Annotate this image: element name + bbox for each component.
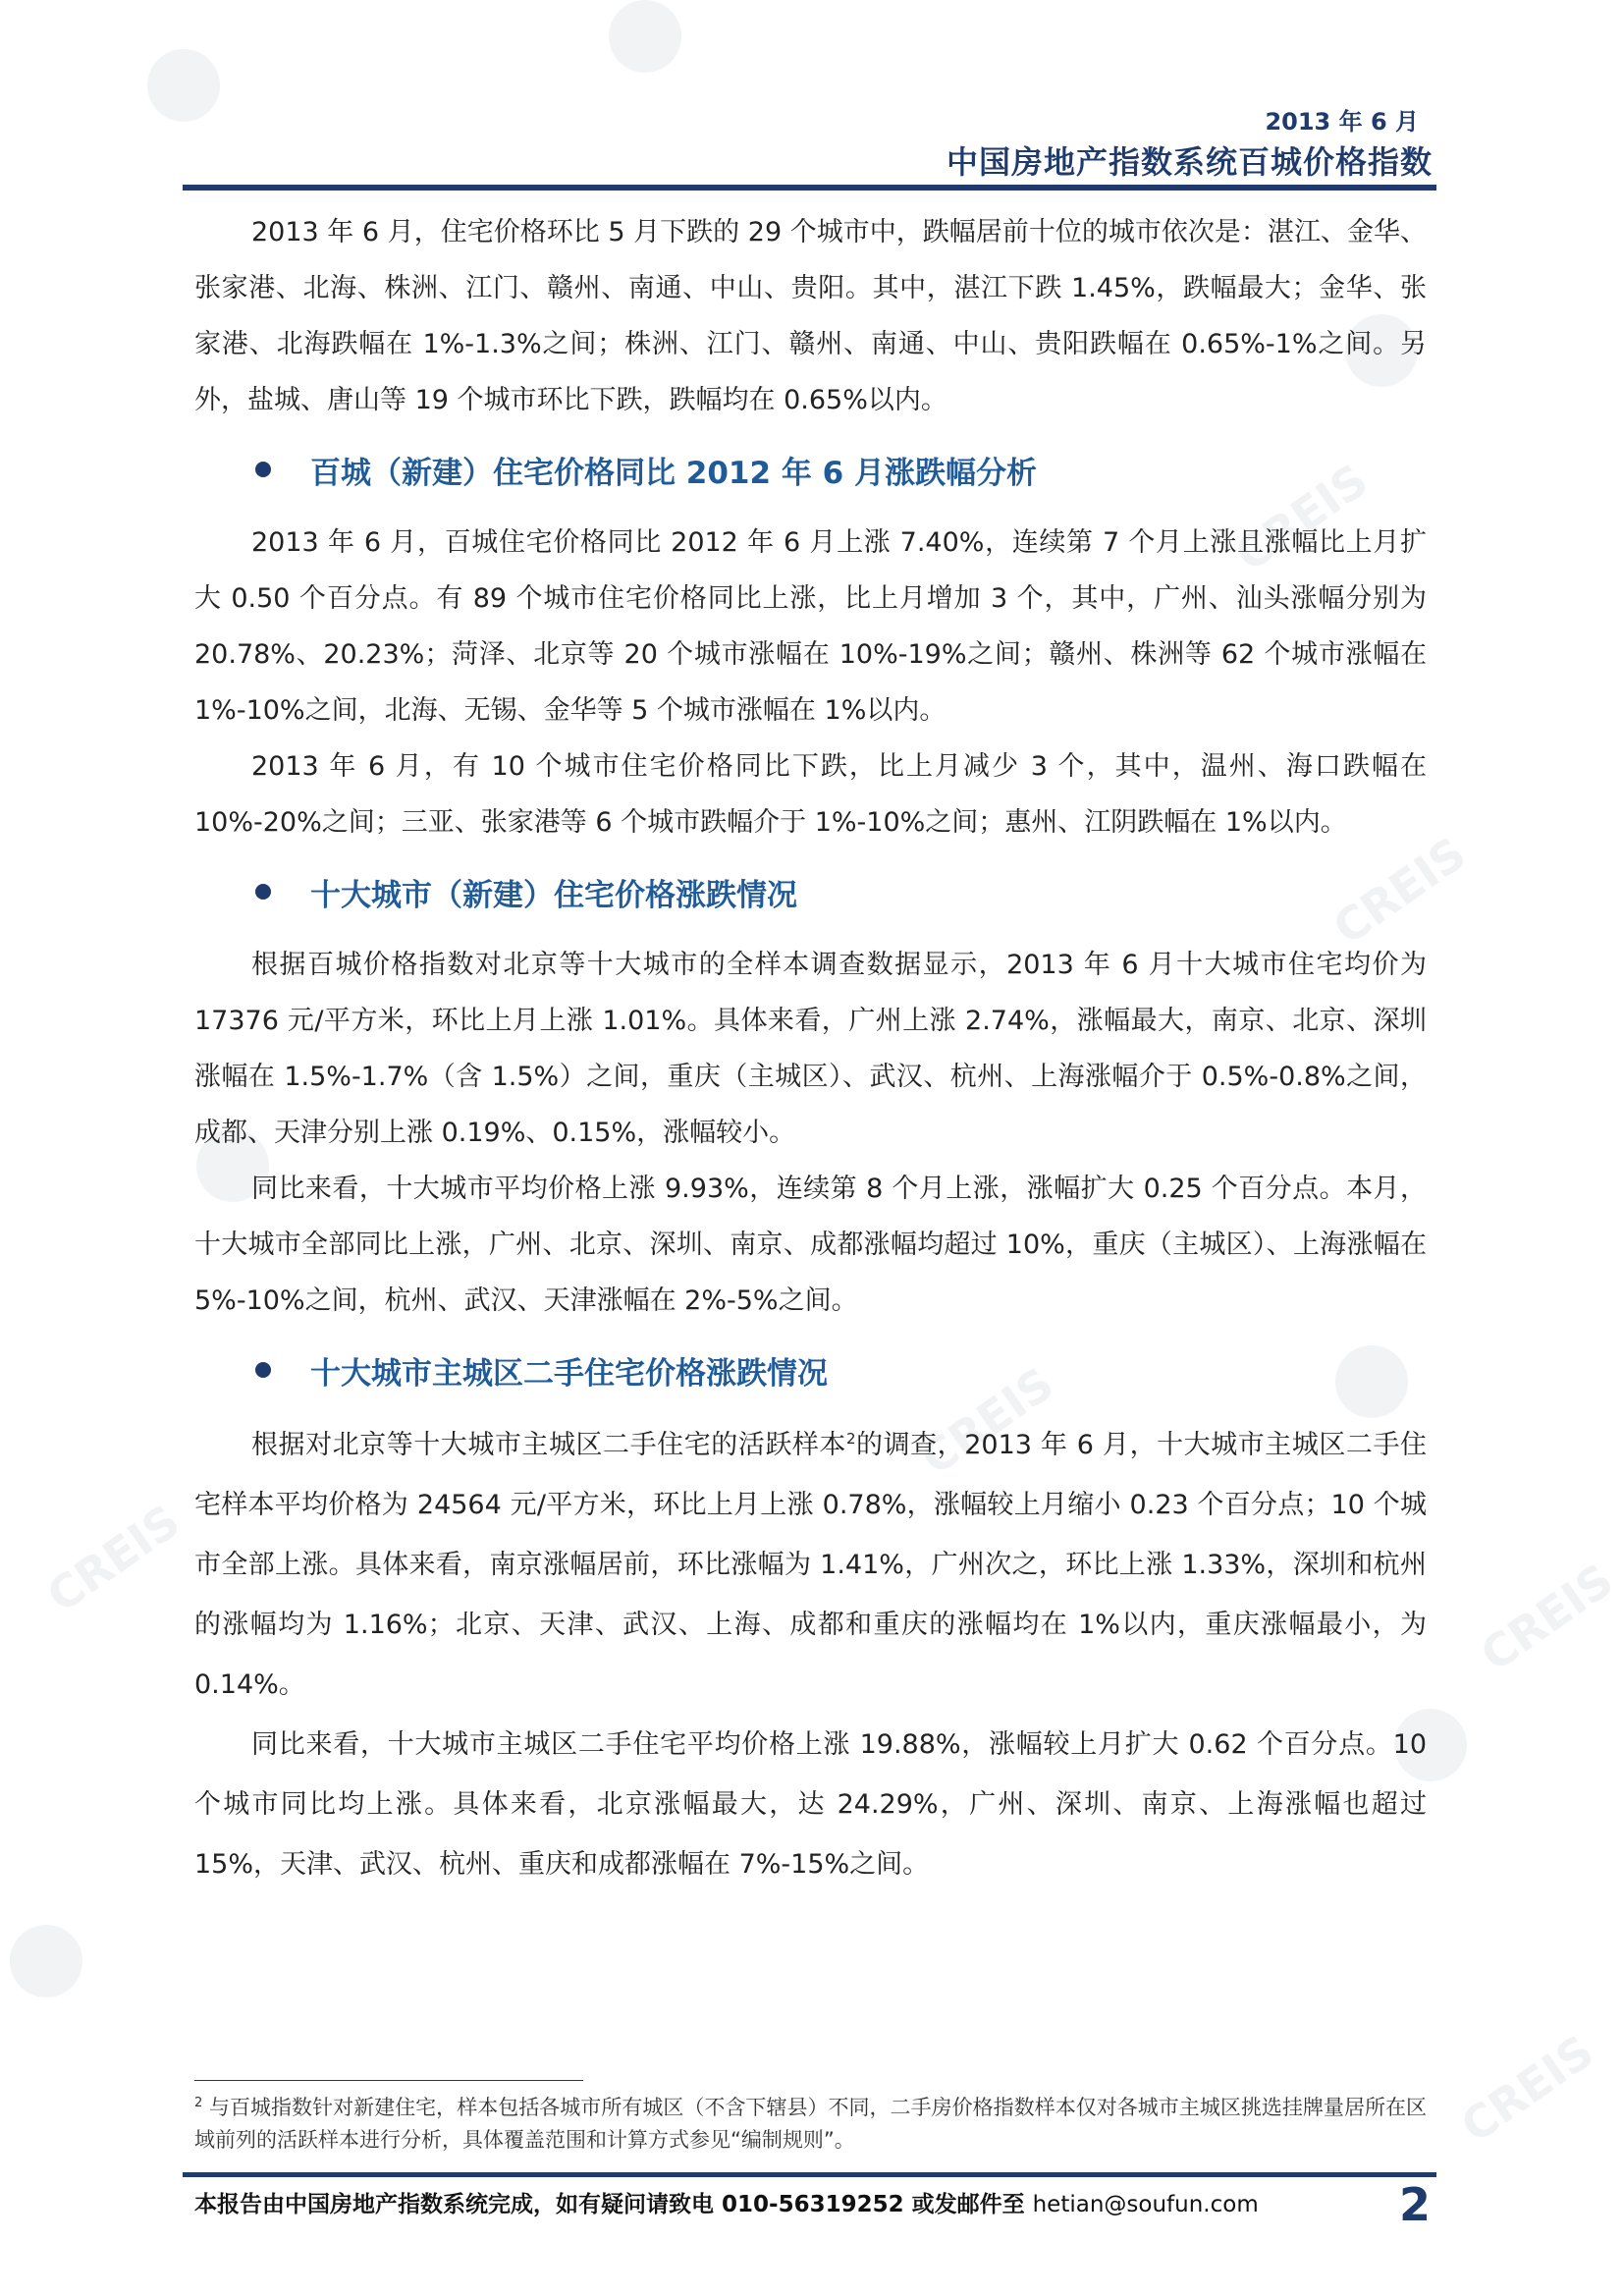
footer-contact bbox=[194, 2186, 1259, 2218]
section-title: 十大城市（新建）住宅价格涨跌情况 bbox=[310, 878, 797, 913]
paragraph-text: 的调查，2013 年 6 月，十大城市主城区二手住宅样本平均价格为 24564 元/平方米，环比上月上涨 0.78%，涨幅较上月缩小 0.23 个百分点；10 个城市全部上涨。具体来看，南京涨幅居前，环比涨幅为 1.41%，广州次之，环比上涨 1.33%，深圳和杭州的涨幅均为 1.16%；北京、天津、武汉、上海、成都和重庆的涨幅均在 1%以内，重庆涨幅最小，为 0.14%。 bbox=[194, 1430, 1428, 1700]
footnote-text: 与百城指数针对新建住宅，样本包括各城市所有城区（不含下辖县）不同，二手房价格指数样本仅对各城市主城区挑选挂牌量居所在区域前列的活跃样本进行分析，具体覆盖范围和计算方式参见“编制规则”。 bbox=[194, 2096, 1427, 2152]
bullet-icon bbox=[255, 884, 271, 900]
paragraph: 同比来看，十大城市主城区二手住宅平均价格上涨 19.88%，涨幅较上月扩大 0.62 个百分点。10 个城市同比均上涨。具体来看，北京涨幅最大，达 24.29%，广州、深圳、南京、上海涨幅也超过 15%，天津、武汉、杭州、重庆和成都涨幅在 7%-15%之间。 bbox=[194, 1729, 1427, 1880]
section-heading bbox=[194, 1329, 1427, 1415]
paragraph: 同比来看，十大城市平均价格上涨 9.93%，连续第 8 个月上涨，涨幅扩大 0.25 个百分点。本月，十大城市全部同比上涨，广州、北京、深圳、南京、成都涨幅均超过 10%，重庆（主城区）、上海涨幅在 5%-10%之间，杭州、武汉、天津涨幅在 2%-5%之间。 bbox=[194, 1174, 1427, 1316]
watermark-text: CREIS bbox=[1324, 826, 1476, 956]
section-heading bbox=[194, 850, 1427, 937]
watermark-text: CREIS bbox=[1471, 1553, 1623, 1682]
footnote-reference[interactable]: 2 bbox=[845, 1430, 856, 1448]
footnote-divider bbox=[194, 2080, 583, 2081]
paragraph: 2013 年 6 月，住宅价格环比 5 月下跌的 29 个城市中，跌幅居前十位的城市依次是：湛江、金华、张家港、北海、株洲、江门、赣州、南通、中山、贵阳。其中，湛江下跌 1.45%，跌幅最大；金华、张家港、北海跌幅在 1%-1.3%之间；株洲、江门、赣州、南通、中山、贵阳跌幅在 0.65%-1%之间。另外，盐城、唐山等 19 个城市环比下跌，跌幅均在 0.65%以内。 bbox=[194, 217, 1427, 415]
report-date: 2013 年 6 月 bbox=[1265, 108, 1419, 136]
watermark-text: CREIS bbox=[1225, 453, 1378, 582]
report-body bbox=[194, 204, 1427, 1894]
paragraph bbox=[194, 1415, 1427, 1715]
page-number: 2 bbox=[1398, 2178, 1431, 2231]
paragraph: 2013 年 6 月，有 10 个城市住宅价格同比下跌，比上月减少 3 个，其中，温州、海口跌幅在 10%-20%之间；三亚、张家港等 6 个城市跌幅介于 1%-10%之间；惠州、江阴跌幅在 1%以内。 bbox=[194, 751, 1427, 838]
section-title: 十大城市主城区二手住宅价格涨跌情况 bbox=[310, 1356, 828, 1392]
paragraph: 根据百城价格指数对北京等十大城市的全样本调查数据显示，2013 年 6 月十大城市住宅均价为 17376 元/平方米，环比上月上涨 1.01%。具体来看，广州上涨 2.74%，涨幅最大，南京、北京、深圳涨幅在 1.5%-1.7%（含 1.5%）之间，重庆（主城区）、武汉、杭州、上海涨幅介于 0.5%-0.8%之间，成都、天津分别上涨 0.19%、0.15%，涨幅较小。 bbox=[194, 950, 1427, 1148]
watermark-logo-icon bbox=[609, 0, 681, 73]
bullet-icon bbox=[255, 462, 271, 477]
watermark-text: CREIS bbox=[37, 1494, 189, 1623]
footer-divider bbox=[183, 2172, 1436, 2177]
watermark-text: CREIS bbox=[1451, 2024, 1603, 2154]
footer-contact-text: 本报告由中国房地产指数系统完成，如有疑问请致电 010-56319252 或发邮件至 bbox=[194, 2192, 1033, 2217]
watermark-logo-icon bbox=[10, 1925, 82, 1997]
footnote-mark: 2 bbox=[194, 2096, 203, 2110]
section-title: 百城（新建）住宅价格同比 2012 年 6 月涨跌幅分析 bbox=[310, 456, 1038, 491]
footer-email-link[interactable]: hetian@soufun.com bbox=[1032, 2192, 1259, 2217]
bullet-icon bbox=[255, 1362, 271, 1378]
report-title: 中国房地产指数系统百城价格指数 bbox=[946, 143, 1433, 181]
watermark-logo-icon bbox=[147, 49, 220, 122]
paragraph-text: 根据对北京等十大城市主城区二手住宅的活跃样本 bbox=[251, 1430, 846, 1460]
watermark-text: CREIS bbox=[911, 1356, 1063, 1486]
footnote bbox=[194, 2092, 1427, 2157]
header-divider bbox=[183, 185, 1436, 191]
section-heading bbox=[194, 428, 1427, 515]
paragraph: 2013 年 6 月，百城住宅价格同比 2012 年 6 月上涨 7.40%，连续第 7 个月上涨且涨幅比上月扩大 0.50 个百分点。有 89 个城市住宅价格同比上涨，比上月增加 3 个，其中，广州、汕头涨幅分别为 20.78%、20.23%；菏泽、北京等 20 个城市涨幅在 10%-19%之间；赣州、株洲等 62 个城市涨幅在 1%-10%之间，北海、无锡、金华等 5 个城市涨幅在 1%以内。 bbox=[194, 527, 1427, 726]
